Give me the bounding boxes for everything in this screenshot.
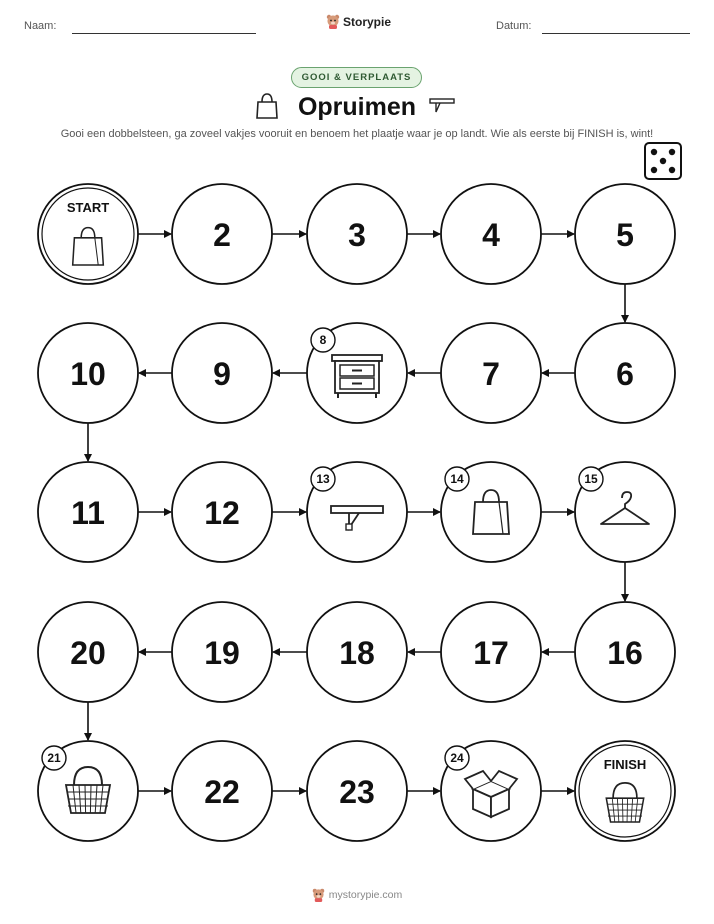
page-title: Opruimen	[297, 93, 417, 121]
storypie-bear-icon	[312, 888, 325, 902]
board-space-17[interactable]	[441, 602, 541, 702]
date-label: Datum:	[496, 20, 532, 32]
space-number: 12	[204, 495, 240, 531]
board-space-3[interactable]	[307, 184, 407, 284]
board-space-11[interactable]	[38, 462, 138, 562]
brand-name: Storypie	[343, 14, 392, 29]
start-label: START	[66, 200, 110, 215]
board-space-8[interactable]	[307, 323, 407, 423]
space-number: 17	[473, 635, 509, 671]
space-number: 19	[204, 635, 240, 671]
nightstand-icon	[332, 355, 382, 398]
name-label: Naam:	[24, 20, 57, 32]
board-space-19[interactable]	[172, 602, 272, 702]
board-space-24[interactable]	[441, 741, 541, 841]
space-number: 5	[616, 217, 634, 253]
space-number: 23	[339, 774, 375, 810]
space-number: 3	[348, 217, 366, 253]
space-number: 9	[213, 356, 231, 392]
space-number-badge: 21	[47, 751, 61, 765]
game-type-badge: GOOI & VERPLAATS	[291, 67, 422, 88]
board-space-18[interactable]	[307, 602, 407, 702]
board-space-4[interactable]	[441, 184, 541, 284]
board-space-15[interactable]	[575, 462, 675, 562]
space-number: 4	[482, 217, 500, 253]
space-number: 6	[616, 356, 634, 392]
finish-label: FINISH	[603, 757, 647, 772]
space-number-badge: 15	[584, 472, 598, 486]
board-space-16[interactable]	[575, 602, 675, 702]
board-space-5[interactable]	[575, 184, 675, 284]
board-space-7[interactable]	[441, 323, 541, 423]
board-space-9[interactable]	[172, 323, 272, 423]
space-number-badge: 14	[450, 472, 464, 486]
instructions: Gooi een dobbelsteen, ga zoveel vakjes vooruit en benoem het plaatje waar je op landt. Wie als eerste bij FINISH is, wint!	[60, 128, 654, 140]
space-number: 11	[71, 495, 105, 531]
space-number-badge: 24	[450, 751, 464, 765]
board-space-1[interactable]	[38, 184, 138, 284]
board-space-2[interactable]	[172, 184, 272, 284]
space-number-badge: 8	[319, 333, 327, 347]
space-number: 18	[339, 635, 375, 671]
footer	[0, 888, 714, 902]
board-space-12[interactable]	[172, 462, 272, 562]
space-number: 7	[482, 356, 500, 392]
board-space-20[interactable]	[38, 602, 138, 702]
space-number: 22	[204, 774, 240, 810]
footer-url[interactable]: mystorypie.com	[328, 889, 403, 901]
board-space-25[interactable]	[575, 741, 675, 841]
space-number-badge: 13	[316, 472, 330, 486]
space-number: 20	[70, 635, 106, 671]
board-space-14[interactable]	[441, 462, 541, 562]
space-number: 10	[70, 356, 106, 392]
board-space-21[interactable]	[38, 741, 138, 841]
board-space-22[interactable]	[172, 741, 272, 841]
space-number: 16	[607, 635, 643, 671]
board-space-6[interactable]	[575, 323, 675, 423]
board-space-10[interactable]	[38, 323, 138, 423]
board-space-23[interactable]	[307, 741, 407, 841]
board-space-13[interactable]	[307, 462, 407, 562]
space-number: 2	[213, 217, 231, 253]
